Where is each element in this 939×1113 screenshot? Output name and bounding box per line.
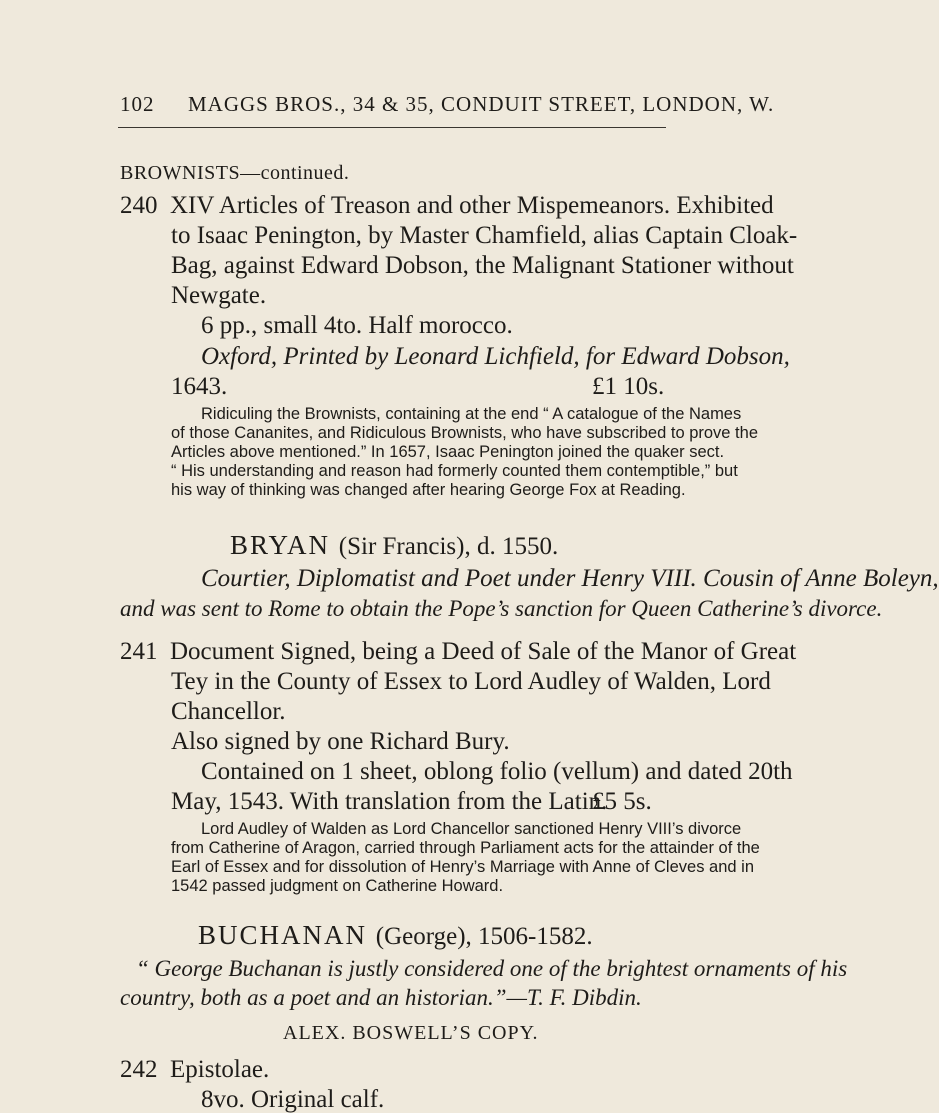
item-241-desc-line-2: May, 1543. With translation from the Latin. — [171, 788, 608, 815]
item-240-price: £1 10s. — [592, 373, 665, 400]
item-241-also-signed: Also signed by one Richard Bury. — [171, 728, 510, 755]
item-240-title-line-2: to Isaac Penington, by Master Chamfield, alias Captain Cloak- — [171, 222, 798, 249]
author-name: BRYAN — [230, 530, 331, 560]
item-240-title-line-3: Bag, against Edward Dobson, the Malignant Stationer without — [171, 252, 794, 279]
item-number: 241 — [120, 638, 158, 665]
publisher-line: MAGGS BROS., 34 & 35, CONDUIT STREET, LONDON, W. — [188, 92, 775, 116]
author-quote-line-2: country, both as a poet and an historian.”—T. F. Dibdin. — [120, 985, 642, 1010]
item-240-note-line-1: Ridiculing the Brownists, containing at the end “ A catalogue of the Names — [201, 405, 742, 423]
item-240-note-line-2: of those Cananites, and Ridiculous Brownists, who have subscribed to prove the — [171, 424, 758, 442]
item-241-desc-line-1: Contained on 1 sheet, oblong folio (vellum) and dated 20th — [201, 758, 793, 785]
copy-subheading: ALEX. BOSWELL’S COPY. — [283, 1022, 539, 1044]
author-quote-line-1: “ George Buchanan is justly considered one of the brightest ornaments of his — [136, 956, 848, 981]
item-241-note-line-2: from Catherine of Aragon, carried through Parliament acts for the attainder of the — [171, 839, 760, 857]
item-number: 242 — [120, 1056, 158, 1083]
item-240-title-line-4: Newgate. — [171, 282, 267, 309]
section-heading: BROWNISTS—continued. — [120, 162, 350, 184]
author-bio-line-1: Courtier, Diplomatist and Poet under Henry VIII. Cousin of Anne Boleyn, — [201, 565, 939, 592]
author-dates: (Sir Francis), d. 1550. — [338, 533, 559, 560]
item-242-format: 8vo. Original calf. — [201, 1086, 385, 1113]
author-heading — [230, 530, 558, 561]
item-240-format: 6 pp., small 4to. Half morocco. — [201, 312, 513, 339]
item-title: Document Signed, being a Deed of Sale of the Manor of Great — [170, 638, 797, 665]
item-title: XIV Articles of Treason and other Mispemeanors. Exhibited — [170, 192, 774, 219]
item-240-year: 1643. — [171, 373, 228, 400]
item-241-note-line-1: Lord Audley of Walden as Lord Chancellor sanctioned Henry VIII’s divorce — [201, 820, 742, 838]
item-240-note-line-4: “ His understanding and reason had formerly counted them contemptible,” but — [171, 462, 738, 480]
author-heading — [198, 920, 593, 951]
author-dates: (George), 1506-1582. — [375, 923, 593, 950]
author-bio-line-2: and was sent to Rome to obtain the Pope’s sanction for Queen Catherine’s divorce. — [120, 596, 883, 621]
item-240-title-line-1 — [120, 192, 774, 219]
item-241-note-line-3: Earl of Essex and for dissolution of Henry’s Marriage with Anne of Cleves and in — [171, 858, 754, 876]
running-head — [120, 92, 774, 117]
item-240-note-line-5: his way of thinking was changed after hearing George Fox at Reading. — [171, 481, 686, 499]
page-number: 102 — [120, 92, 155, 116]
item-240-imprint: Oxford, Printed by Leonard Lichfield, for Edward Dobson, — [201, 343, 790, 370]
item-240-note-line-3: Articles above mentioned.” In 1657, Isaac Penington joined the quaker sect. — [171, 443, 725, 461]
author-name: BUCHANAN — [198, 920, 368, 950]
item-241-title-line-3: Chancellor. — [171, 698, 286, 725]
item-241-title-line-2: Tey in the County of Essex to Lord Audley of Walden, Lord — [171, 668, 771, 695]
item-title: Epistolae. — [170, 1056, 270, 1083]
item-241-title-line-1 — [120, 638, 796, 665]
item-242-title-line — [120, 1056, 269, 1083]
item-241-note-line-4: 1542 passed judgment on Catherine Howard. — [171, 877, 504, 895]
item-number: 240 — [120, 192, 158, 219]
header-rule — [118, 127, 666, 128]
item-241-price: £5 5s. — [592, 788, 652, 815]
